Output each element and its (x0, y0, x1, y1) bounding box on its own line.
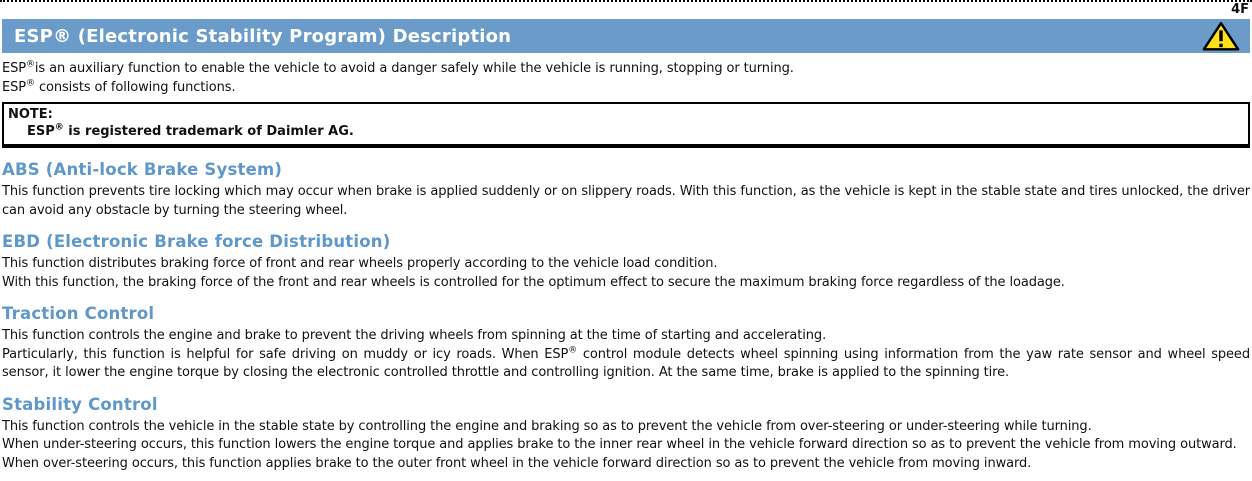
section-paragraph: This function prevents tire locking which may occur when brake is applied suddenly or on slippery roads. With this function, as the vehicle is kept in the stable state and tires unlocked, the driver can avoid any obstacle by turning the steering wheel. (2, 184, 1250, 218)
intro-line: ESP® consists of following functions. (2, 78, 236, 95)
section-stability-control (2, 395, 1250, 474)
intro-block (2, 60, 1250, 97)
section-paragraph: This function controls the engine and brake to prevent the driving wheels from spinning at the time of starting and accelerating. (2, 328, 827, 343)
section-heading: EBD (Electronic Brake force Distribution) (2, 232, 391, 251)
note-text: ESP® is registered trademark of Daimler AG. (27, 122, 354, 139)
note-box (2, 102, 1250, 148)
page-number: 4F (1231, 2, 1249, 17)
section-paragraph: With this function, the braking force of the front and rear wheels is controlled for the optimum effect to secure the maximum braking force regardless of the loadage. (2, 274, 1065, 290)
section-title-bar (2, 19, 1250, 53)
note-label: NOTE: (8, 107, 53, 122)
section-heading: ABS (Anti-lock Brake System) (2, 160, 283, 179)
section-heading: Stability Control (2, 394, 158, 414)
intro-line: ESP®is an auxiliary function to enable the vehicle to avoid a danger safely while the vehicle is running, stopping or turning. (2, 59, 794, 76)
section-traction-control (2, 304, 1250, 383)
section-paragraph: This function controls the vehicle in the stable state by controlling the engine and braking so as to prevent the vehicle from over-steering or under-steering while turning. (2, 418, 1092, 434)
document-content (0, 60, 1252, 473)
section-paragraph: Particularly, this function is helpful for safe driving on muddy or icy roads. When ESP® control module detects wheel spinning using information from the yaw rate sensor and wheel speed sensor, it lower the engine torque by closing the electronic controlled throttle and controlling ignition. At the same time, brake is applied to the spinning tire. (2, 345, 1250, 380)
page-title: ESP® (Electronic Stability Program) Description (14, 25, 512, 47)
section-paragraph: When under-steering occurs, this function lowers the engine torque and applies brake to the inner rear wheel in the vehicle forward direction so as to prevent the vehicle from moving outward. (2, 437, 1237, 452)
section-abs (2, 160, 1250, 220)
section-paragraph: When over-steering occurs, this function applies brake to the outer front wheel in the vehicle forward direction so as to prevent the vehicle from moving inward. (2, 455, 1032, 471)
section-ebd (2, 232, 1250, 292)
section-heading: Traction Control (2, 304, 155, 323)
section-paragraph: This function distributes braking force of front and rear wheels properly according to the vehicle load condition. (2, 256, 718, 271)
warning-triangle-icon (1202, 21, 1240, 52)
